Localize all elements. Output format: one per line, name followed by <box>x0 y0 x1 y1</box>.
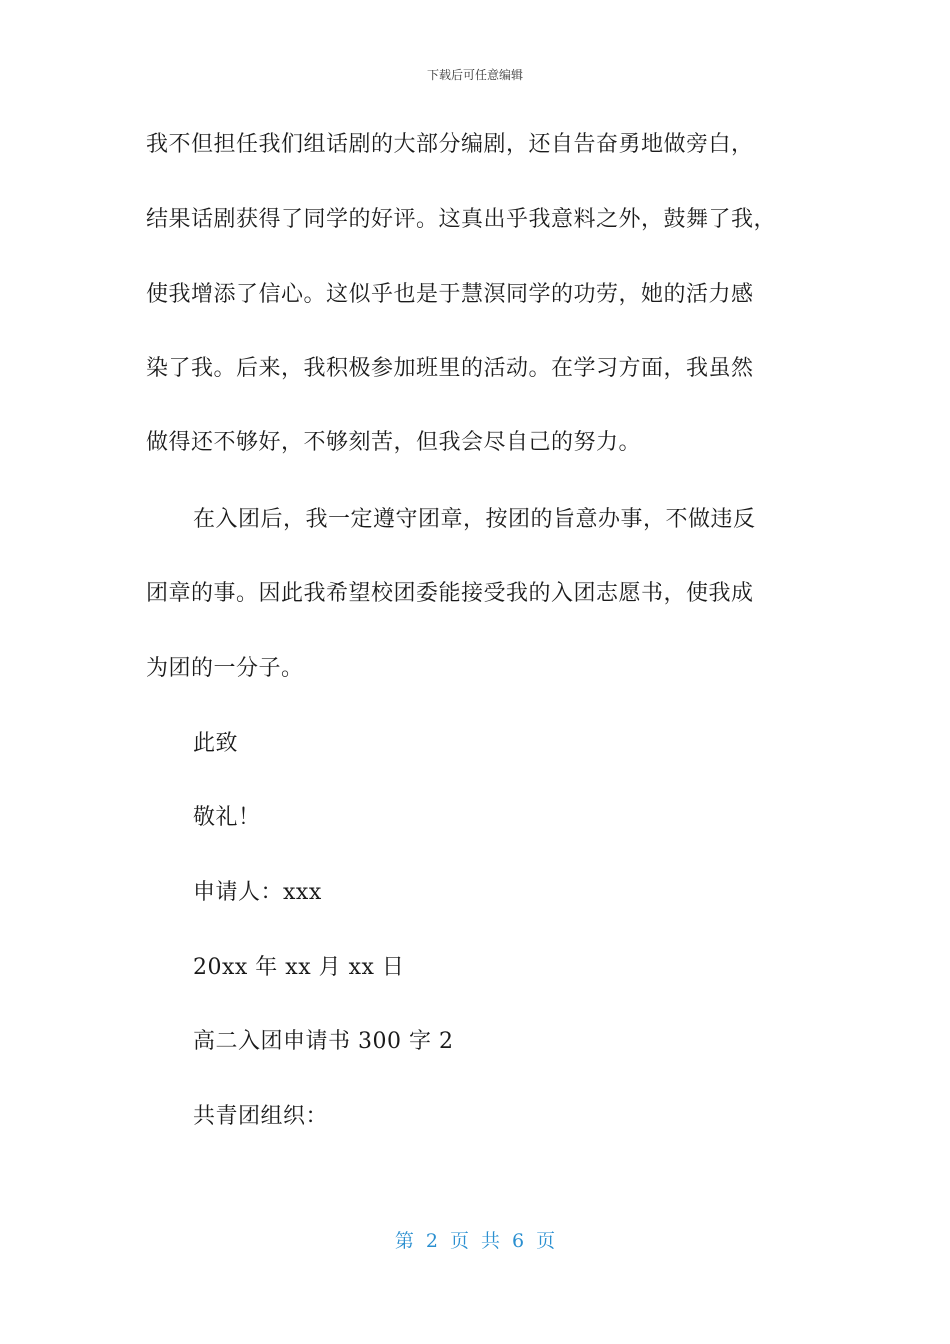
body-line-7: 团章的事。因此我希望校团委能接受我的入团志愿书，使我成 <box>146 581 754 606</box>
page-header: 下载后可任意编辑 <box>426 68 523 82</box>
body-line-1: 我不但担任我们组话剧的大部分编剧，还自告奋勇地做旁白， <box>146 132 754 157</box>
body-line-3: 使我增添了信心。这似乎也是于慧溟同学的功劳，她的活力感 <box>146 282 754 307</box>
applicant-line: 申请人：xxx <box>193 880 322 905</box>
body-line-4: 染了我。后来，我积极参加班里的活动。在学习方面，我虽然 <box>146 356 754 381</box>
salutation-line: 此致 <box>193 731 239 756</box>
body-line-5: 做得还不够好，不够刻苦，但我会尽自己的努力。 <box>146 430 642 455</box>
addressee-line: 共青团组织： <box>193 1104 329 1129</box>
date-line: 20xx 年 xx 月 xx 日 <box>193 955 405 980</box>
body-line-8: 为团的一分子。 <box>146 656 304 681</box>
page-footer: 第 2 页 共 6 页 <box>394 1230 556 1252</box>
body-line-6: 在入团后，我一定遵守团章，按团的旨意办事，不做违反 <box>193 507 756 532</box>
body-line-2: 结果话剧获得了同学的好评。这真出乎我意料之外，鼓舞了我， <box>146 207 777 232</box>
respect-line: 敬礼！ <box>193 805 261 830</box>
section-title: 高二入团申请书 300 字 2 <box>193 1029 454 1054</box>
